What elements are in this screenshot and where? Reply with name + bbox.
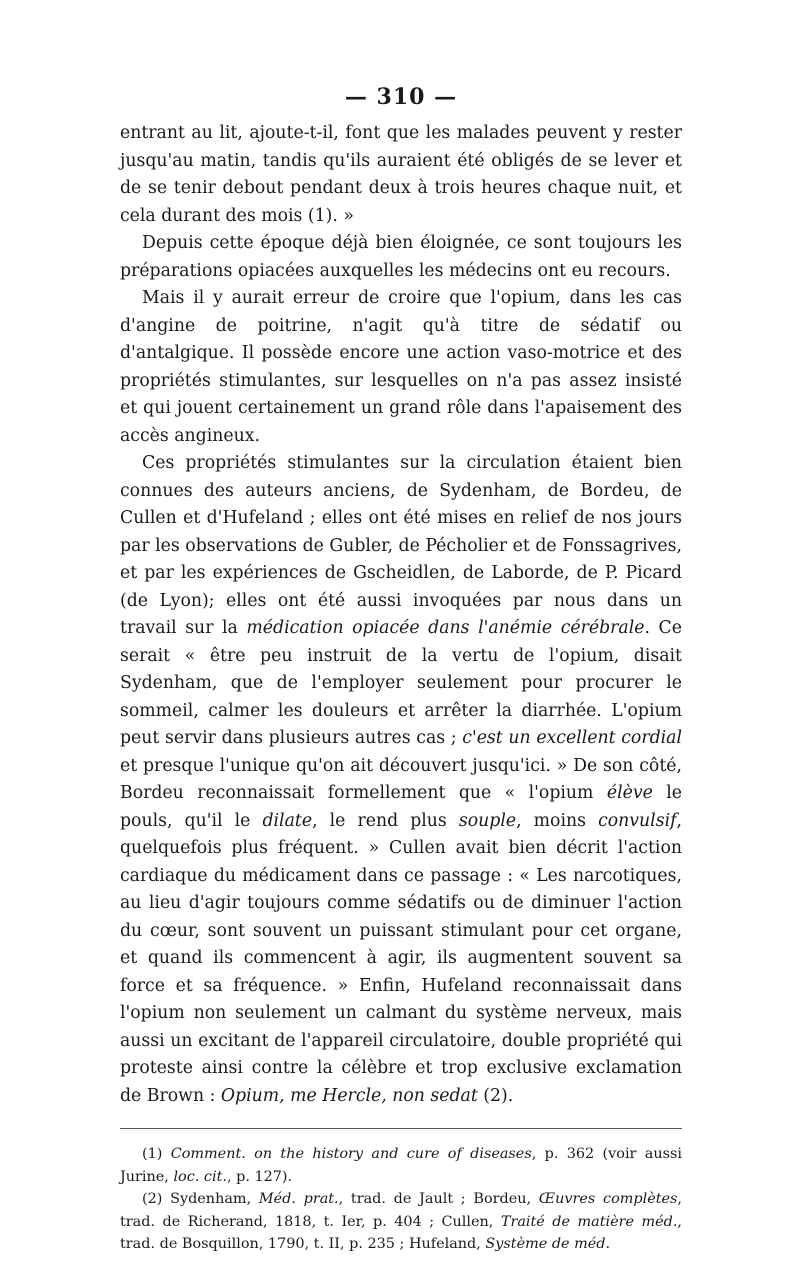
text-run: , p. 127). xyxy=(226,1168,293,1185)
text-run: entrant au lit, ajoute-t-il, font que les malades peuvent y rester jusqu'au matin, tandis qu'ils auraient été obligés de se lever et de se tenir debout pendant deux à trois heures chaque nuit, et cela durant des mois (1). » xyxy=(120,123,682,226)
text-run: et presque l'unique qu'on ait découvert jusqu'ici. » De son côté, Bordeu reconnaissait formellement que « l'opium xyxy=(120,755,682,803)
footnote xyxy=(120,1188,682,1256)
paragraph xyxy=(120,450,682,1110)
text-run: . Ce serait « être peu instruit de la vertu de l'opium, disait Sydenham, que de l'employer seulement pour procurer le sommeil, calmer les douleurs et arrêter la diarrhée. L'opium peut servir dans plusieurs autres cas ; xyxy=(120,618,683,748)
italic-text: souple xyxy=(458,810,517,831)
italic-text: Comment. on the history and cure of diseases xyxy=(170,1146,532,1162)
italic-text: dilate xyxy=(262,810,313,831)
italic-text: médication opiacée dans l'anémie cérébrale xyxy=(246,618,645,638)
text-run: , quelquefois plus fréquent. » Cullen avait bien décrit l'action cardiaque du médicament dans ce passage : « Les narcotiques, au lieu d'agir toujours comme sédatifs ou de diminuer l'action du cœur, sont souvent un puissant stimulant pour cet organe, et quand ils commencent à agir, ils augmentent souvent sa force et sa fréquence. » Enfin, Hufeland reconnaissait dans l'opium non seulement un calmant du système nerveux, mais aussi un excitant de l'appareil circulatoire, double propriété qui proteste ainsi contre la célèbre et trop exclusive exclamation de Brown : xyxy=(120,810,683,1106)
text-run: , moins xyxy=(516,810,599,831)
paragraph xyxy=(120,120,682,230)
italic-text: Œuvres complètes xyxy=(538,1191,678,1207)
text-run: , trad. de Richerand, 1818, t. Ier, p. 404 ; Cullen, xyxy=(120,1191,682,1230)
italic-text: Système de méd. xyxy=(485,1236,611,1252)
text-run: , trad. de Jault ; Bordeu, xyxy=(338,1191,539,1207)
italic-text: Traité de matière méd. xyxy=(500,1213,678,1230)
text-run: (2) Sydenham, xyxy=(142,1191,259,1207)
italic-text: élève xyxy=(606,783,653,803)
italic-text: loc. cit. xyxy=(173,1168,227,1185)
page-number: — 310 — xyxy=(344,84,458,110)
text-run: Mais il y aurait erreur de croire que l'opium, dans les cas d'angine de poitrine, n'agit qu'à titre de sédatif ou d'antalgique. Il possède encore une action vaso-motrice et des propriétés stimulantes, sur lesquelles on n'a pas assez insisté et qui jouent certainement un grand rôle dans l'apaisement des accès angineux. xyxy=(120,288,682,446)
text-run: (1) xyxy=(142,1146,171,1162)
italic-text: convulsif xyxy=(598,810,677,831)
text-run: (2). xyxy=(477,1085,514,1106)
text-run: Ces propriétés stimulantes sur la circulation étaient bien connues des auteurs anciens, de Sydenham, de Bordeu, de Cullen et d'Hufeland ; elles ont été mises en relief de nos jours par les observations de Gubler, de Pécholier et de Fonssagrives, et par les expériences de Gscheidlen, de Laborde, de P. Picard (de Lyon); elles ont été aussi invoquées par nous dans un travail sur la xyxy=(120,453,682,638)
paragraph xyxy=(120,230,682,285)
italic-text: c'est un excellent cordial xyxy=(462,728,682,748)
text-run: , le rend plus xyxy=(312,810,459,831)
text-run: le pouls, qu'il le xyxy=(120,783,682,831)
text-run: Depuis cette époque déjà bien éloignée, ce sont toujours les préparations opiacées auxquelles les médecins ont eu recours. xyxy=(120,233,682,281)
italic-text: Méd. prat. xyxy=(258,1191,339,1207)
paragraph xyxy=(120,285,682,450)
footnotes xyxy=(120,1143,682,1256)
text-run: , p. 362 (voir aussi Jurine, xyxy=(120,1146,682,1185)
text-run: , trad. de Bosquillon, 1790, t. II, p. 235 ; Hufeland, xyxy=(120,1213,682,1252)
footnote-divider xyxy=(120,1128,682,1129)
body-text xyxy=(120,120,682,1110)
italic-text: Opium, me Hercle, non sedat xyxy=(220,1085,478,1106)
footnote xyxy=(120,1143,682,1188)
